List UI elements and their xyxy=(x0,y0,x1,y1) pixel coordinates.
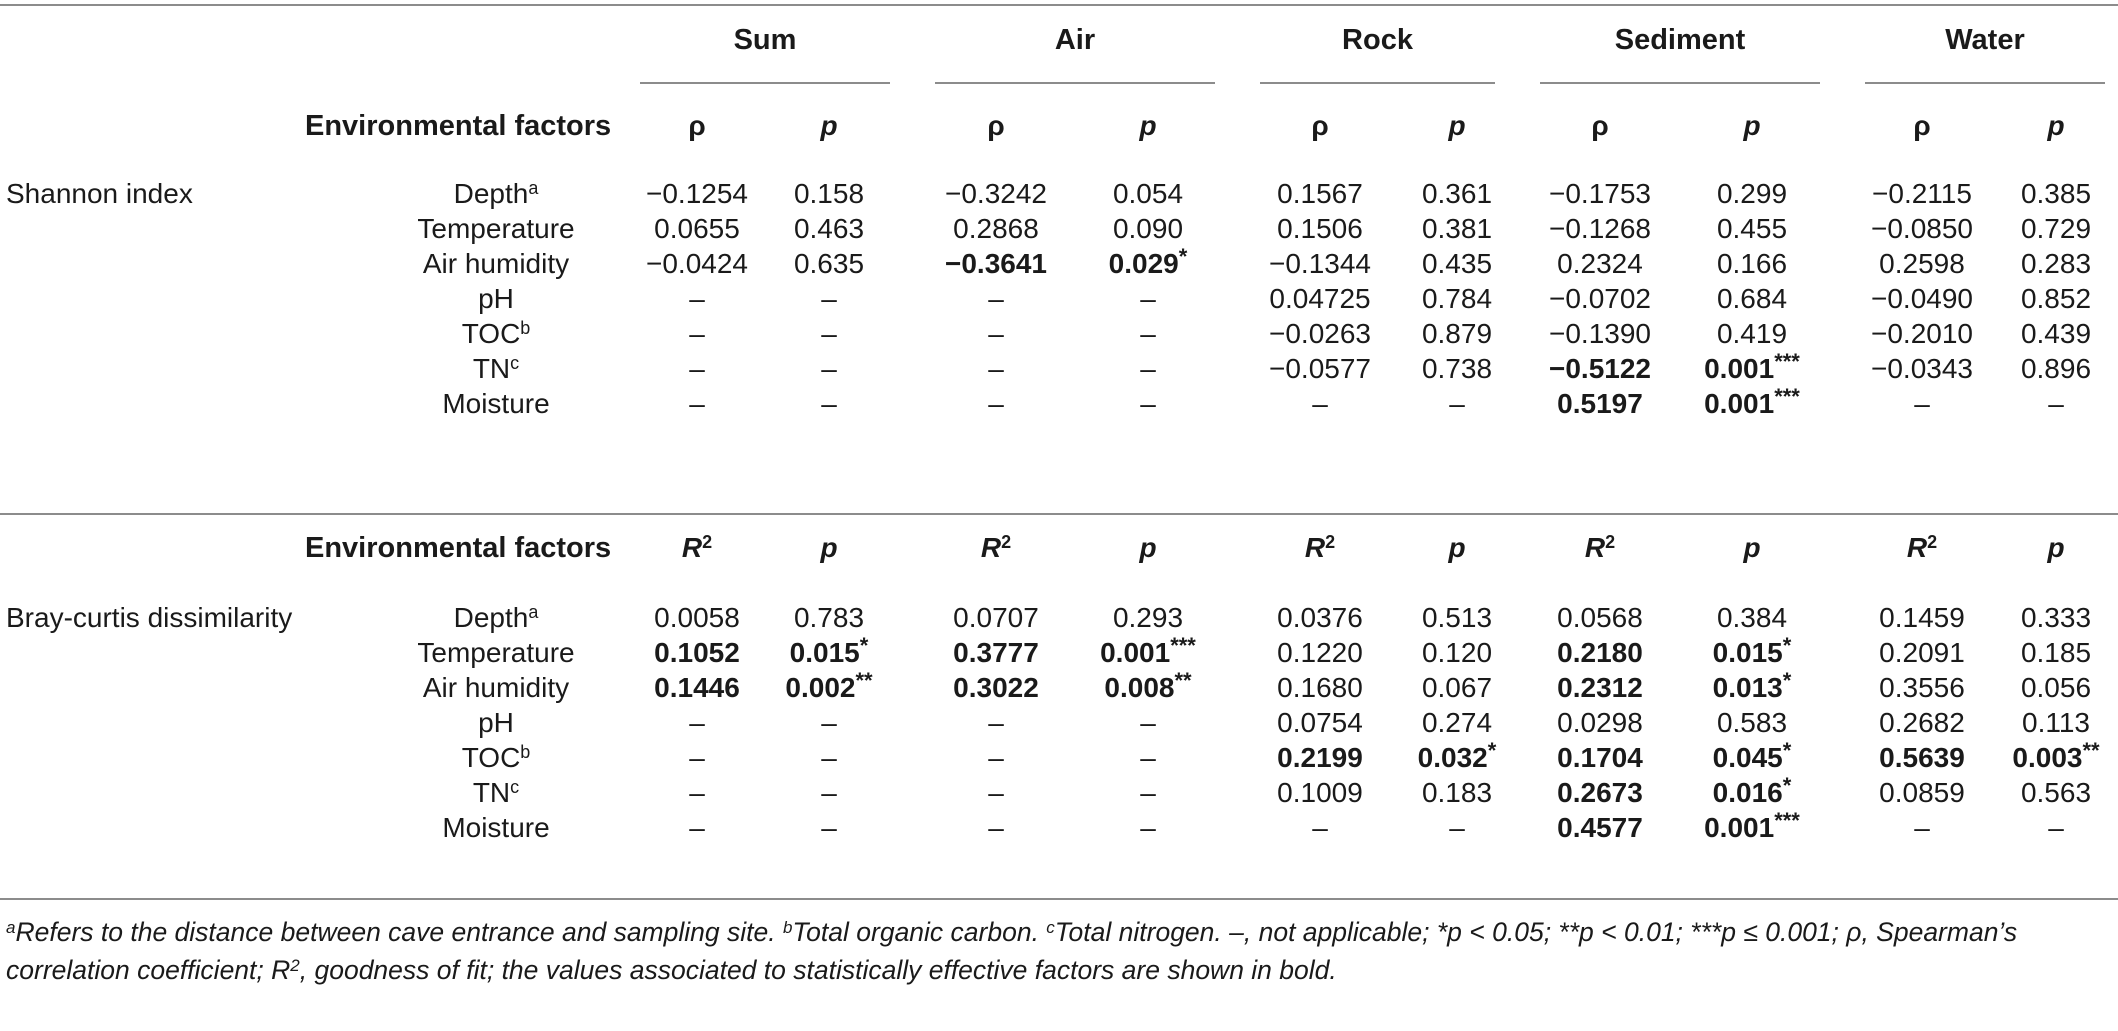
stat-header-text: R xyxy=(1304,532,1326,563)
stat-header-text: ρ xyxy=(688,110,706,141)
cell-value: 0.090 xyxy=(1112,213,1184,244)
factor-name: pH xyxy=(478,283,514,314)
cell-value: 0.385 xyxy=(2020,178,2092,209)
cell-value: 0.0859 xyxy=(1879,777,1965,808)
footnote-r-squared-sup: 2 xyxy=(290,956,300,975)
significance-stars: * xyxy=(1782,633,1792,658)
cell-value: – xyxy=(689,777,705,808)
table-cell xyxy=(2001,806,2111,850)
cell-value: 0.029 xyxy=(1108,248,1179,279)
factor-name: Depth xyxy=(453,178,529,209)
factor-footnote-marker: b xyxy=(520,318,531,338)
cell-value: −0.5122 xyxy=(1549,353,1651,384)
stat-header-text: p xyxy=(1743,110,1761,141)
p-value-header xyxy=(1407,526,1507,570)
cell-value: 0.896 xyxy=(2020,353,2092,384)
table-footnote xyxy=(6,913,2106,989)
cell-value: 0.032 xyxy=(1417,742,1488,773)
footnote-marker-b: b xyxy=(782,918,793,937)
stat-header-text: R xyxy=(1584,532,1606,563)
p-value-header xyxy=(1667,104,1837,148)
rho-header xyxy=(1832,104,2012,148)
table-cell xyxy=(906,382,1086,426)
cell-value: 0.361 xyxy=(1421,178,1493,209)
r-squared-header xyxy=(612,526,782,570)
stat-header-text: p xyxy=(1139,532,1157,563)
cell-value: 0.3556 xyxy=(1879,672,1965,703)
cell-value: 0.001 xyxy=(1100,637,1171,668)
cell-value: 0.008 xyxy=(1104,672,1175,703)
cell-value: 0.002 xyxy=(785,672,856,703)
cell-value: −0.0577 xyxy=(1269,353,1371,384)
cell-value: 0.784 xyxy=(1421,283,1493,314)
factor-name: Depth xyxy=(453,602,529,633)
factor-name: Air humidity xyxy=(422,248,570,279)
cell-value: 0.001 xyxy=(1704,388,1775,419)
cell-value: −0.1268 xyxy=(1549,213,1651,244)
cell-value: 0.067 xyxy=(1421,672,1493,703)
footnote-marker-a: a xyxy=(6,918,16,937)
r-squared-sup: 2 xyxy=(1001,532,1012,552)
group-header-rock: Rock xyxy=(1342,24,1413,56)
significance-stars: *** xyxy=(1170,633,1196,658)
p-value-header xyxy=(2001,526,2111,570)
cell-value: – xyxy=(988,318,1004,349)
cell-value: 0.016 xyxy=(1712,777,1783,808)
cell-value: 0.419 xyxy=(1716,318,1788,349)
cell-value: 0.166 xyxy=(1716,248,1788,279)
cell-value: – xyxy=(1914,388,1930,419)
cell-value: 0.513 xyxy=(1421,602,1493,633)
group-rule-sum xyxy=(640,82,890,84)
cell-value: 0.015 xyxy=(789,637,860,668)
cell-value: 0.2324 xyxy=(1557,248,1643,279)
cell-value: 0.435 xyxy=(1421,248,1493,279)
cell-value: – xyxy=(1140,283,1156,314)
section-divider xyxy=(0,513,2118,515)
cell-value: – xyxy=(689,707,705,738)
r-squared-sup: 2 xyxy=(1605,532,1616,552)
table-cell xyxy=(1230,806,1410,850)
significance-stars: * xyxy=(859,633,869,658)
cell-value: 0.381 xyxy=(1421,213,1493,244)
stat-header-text: p xyxy=(2047,532,2065,563)
cell-value: −0.1254 xyxy=(646,178,748,209)
cell-value: – xyxy=(2048,812,2064,843)
cell-value: −0.0702 xyxy=(1549,283,1651,314)
cell-value: 0.293 xyxy=(1112,602,1184,633)
p-value-header xyxy=(1407,104,1507,148)
factor-name: Temperature xyxy=(417,637,575,668)
cell-value: – xyxy=(1140,742,1156,773)
cell-value: – xyxy=(689,283,705,314)
cell-value: 0.158 xyxy=(793,178,865,209)
r-squared-sup: 2 xyxy=(702,532,713,552)
factor-footnote-marker: c xyxy=(510,353,520,373)
p-value-header xyxy=(1068,104,1228,148)
group-header-water: Water xyxy=(1945,24,2025,56)
cell-value: – xyxy=(821,777,837,808)
cell-value: 0.1704 xyxy=(1557,742,1643,773)
cell-value: −0.0424 xyxy=(646,248,748,279)
table-cell xyxy=(1832,382,2012,426)
cell-value: – xyxy=(689,742,705,773)
factor-label xyxy=(346,382,646,426)
cell-value: – xyxy=(1140,318,1156,349)
cell-value: 0.013 xyxy=(1712,672,1783,703)
cell-value: – xyxy=(1914,812,1930,843)
factor-name: Air humidity xyxy=(422,672,570,703)
r-squared-header xyxy=(1510,526,1690,570)
stat-header-text: p xyxy=(820,110,838,141)
cell-value: 0.5639 xyxy=(1879,742,1965,773)
cell-value: −0.1753 xyxy=(1549,178,1651,209)
table-cell xyxy=(906,806,1086,850)
cell-value: – xyxy=(689,388,705,419)
significance-stars: *** xyxy=(1774,349,1800,374)
factor-footnote-marker: c xyxy=(510,777,520,797)
cell-value: – xyxy=(1312,812,1328,843)
cell-value: 0.120 xyxy=(1421,637,1493,668)
p-value-header xyxy=(1667,526,1837,570)
cell-value: −0.0343 xyxy=(1871,353,1973,384)
cell-value: 0.283 xyxy=(2020,248,2092,279)
cell-value: – xyxy=(1312,388,1328,419)
cell-value: 0.463 xyxy=(793,213,865,244)
r-squared-header xyxy=(1832,526,2012,570)
cell-value: 0.0058 xyxy=(654,602,740,633)
cell-value: 0.054 xyxy=(1112,178,1184,209)
cell-value: 0.2682 xyxy=(1879,707,1965,738)
cell-value: 0.113 xyxy=(2022,707,2090,738)
cell-value: – xyxy=(821,388,837,419)
table-cell xyxy=(1230,382,1410,426)
cell-value: 0.783 xyxy=(793,602,865,633)
cell-value: 0.333 xyxy=(2020,602,2092,633)
rho-header xyxy=(1510,104,1690,148)
cell-value: 0.583 xyxy=(1716,707,1788,738)
stat-header-text: R xyxy=(980,532,1002,563)
cell-value: 0.0568 xyxy=(1557,602,1643,633)
significance-stars: ** xyxy=(2082,738,2100,763)
significance-stars: *** xyxy=(1774,808,1800,833)
cell-value: – xyxy=(821,283,837,314)
cell-value: 0.274 xyxy=(1421,707,1493,738)
cell-value: 0.684 xyxy=(1716,283,1788,314)
cell-value: 0.879 xyxy=(1421,318,1493,349)
table-cell xyxy=(1667,382,1837,426)
cell-value: 0.2868 xyxy=(953,213,1039,244)
cell-value: 0.003 xyxy=(2012,742,2083,773)
footnote-text-c: Total nitrogen. –, not applicable; *p < 0.05; **p < 0.01; ***p ≤ 0.001; ρ, Spearman’s correlation coefficient; R xyxy=(6,917,2018,985)
cell-value: 0.0655 xyxy=(654,213,740,244)
cell-value: 0.1459 xyxy=(1879,602,1965,633)
table-cell xyxy=(1407,806,1507,850)
group-rule-water xyxy=(1865,82,2105,84)
factor-name: Moisture xyxy=(442,812,550,843)
group-header-air: Air xyxy=(1054,24,1096,56)
cell-value: −0.1344 xyxy=(1269,248,1371,279)
cell-value: – xyxy=(1449,388,1465,419)
cell-value: 0.2312 xyxy=(1557,672,1643,703)
table-cell xyxy=(612,382,782,426)
cell-value: 0.2673 xyxy=(1557,777,1643,808)
cell-value: 0.2199 xyxy=(1277,742,1363,773)
cell-value: 0.1446 xyxy=(654,672,740,703)
group-header-sediment: Sediment xyxy=(1614,24,1746,56)
cell-value: – xyxy=(1140,777,1156,808)
cell-value: – xyxy=(821,353,837,384)
r-squared-sup: 2 xyxy=(1325,532,1336,552)
cell-value: 0.185 xyxy=(2020,637,2092,668)
table-cell xyxy=(1407,382,1507,426)
factor-label xyxy=(346,806,646,850)
cell-value: 0.0298 xyxy=(1557,707,1643,738)
factor-name: TOC xyxy=(461,742,521,773)
cell-value: – xyxy=(1449,812,1465,843)
cell-value: 0.384 xyxy=(1716,602,1788,633)
stat-header-text: p xyxy=(1448,110,1466,141)
table-cell xyxy=(769,382,889,426)
significance-stars: * xyxy=(1487,738,1497,763)
cell-value: – xyxy=(988,353,1004,384)
significance-stars: * xyxy=(1782,738,1792,763)
stat-header-text: p xyxy=(1743,532,1761,563)
factor-footnote-marker: b xyxy=(520,742,531,762)
cell-value: −0.0490 xyxy=(1871,283,1973,314)
cell-value: – xyxy=(1140,812,1156,843)
cell-value: 0.2598 xyxy=(1879,248,1965,279)
footnote-text-a: Refers to the distance between cave entrance and sampling site. xyxy=(15,917,783,947)
cell-value: – xyxy=(689,812,705,843)
table-cell xyxy=(1832,806,2012,850)
stat-header-text: p xyxy=(1448,532,1466,563)
p-value-header xyxy=(2001,104,2111,148)
cell-value: 0.1220 xyxy=(1277,637,1363,668)
cell-value: – xyxy=(821,707,837,738)
cell-value: 0.001 xyxy=(1704,812,1775,843)
stat-header-text: ρ xyxy=(1311,110,1329,141)
cell-value: −0.1390 xyxy=(1549,318,1651,349)
stat-header-text: p xyxy=(2047,110,2065,141)
factor-name: TOC xyxy=(461,318,521,349)
cell-value: 0.056 xyxy=(2020,672,2092,703)
cell-value: – xyxy=(988,707,1004,738)
table-cell xyxy=(1068,382,1228,426)
factor-name: Temperature xyxy=(417,213,575,244)
env-factors-header: Environmental factors xyxy=(305,532,612,564)
cell-value: – xyxy=(1140,707,1156,738)
r-squared-header xyxy=(1230,526,1410,570)
table-cell xyxy=(769,806,889,850)
footnote-marker-c: c xyxy=(1046,918,1055,937)
footnote-text-end: , goodness of fit; the values associated to statistically effective factors are shown in bold. xyxy=(299,955,1337,985)
cell-value: 0.299 xyxy=(1716,178,1788,209)
cell-value: 0.738 xyxy=(1421,353,1493,384)
cell-value: 0.1052 xyxy=(654,637,740,668)
cell-value: 0.455 xyxy=(1716,213,1788,244)
significance-stars: * xyxy=(1782,668,1792,693)
rho-header xyxy=(612,104,782,148)
cell-value: – xyxy=(821,742,837,773)
cell-value: 0.0707 xyxy=(953,602,1039,633)
rho-header xyxy=(1230,104,1410,148)
factor-footnote-marker: a xyxy=(528,178,539,198)
cell-value: 0.3022 xyxy=(953,672,1039,703)
cell-value: – xyxy=(1140,353,1156,384)
cell-value: 0.045 xyxy=(1712,742,1783,773)
factor-name: Moisture xyxy=(442,388,550,419)
group-rule-air xyxy=(935,82,1215,84)
cell-value: – xyxy=(988,388,1004,419)
stat-header-text: ρ xyxy=(1591,110,1609,141)
cell-value: 0.439 xyxy=(2020,318,2092,349)
top-rule xyxy=(0,4,2118,6)
cell-value: 0.183 xyxy=(1421,777,1493,808)
cell-value: – xyxy=(821,318,837,349)
factor-name: TN xyxy=(472,777,511,808)
cell-value: 0.729 xyxy=(2020,213,2092,244)
cell-value: 0.04725 xyxy=(1269,283,1371,314)
group-rule-sediment xyxy=(1540,82,1820,84)
cell-value: 0.015 xyxy=(1712,637,1783,668)
rho-header xyxy=(906,104,1086,148)
cell-value: 0.635 xyxy=(793,248,865,279)
cell-value: 0.2180 xyxy=(1557,637,1643,668)
significance-stars: ** xyxy=(855,668,873,693)
cell-value: −0.0850 xyxy=(1871,213,1973,244)
cell-value: – xyxy=(988,742,1004,773)
row-label: Shannon index xyxy=(6,178,193,209)
cell-value: – xyxy=(1140,388,1156,419)
cell-value: – xyxy=(988,777,1004,808)
cell-value: −0.3641 xyxy=(945,248,1047,279)
r-squared-header xyxy=(906,526,1086,570)
cell-value: −0.2010 xyxy=(1871,318,1973,349)
cell-value: 0.1506 xyxy=(1277,213,1363,244)
cell-value: 0.001 xyxy=(1704,353,1775,384)
stat-header-text: p xyxy=(820,532,838,563)
factor-name: pH xyxy=(478,707,514,738)
significance-stars: * xyxy=(1178,244,1188,269)
table-cell xyxy=(1068,806,1228,850)
row-label: Bray-curtis dissimilarity xyxy=(6,602,293,633)
cell-value: 0.3777 xyxy=(953,637,1039,668)
cell-value: 0.0376 xyxy=(1277,602,1363,633)
cell-value: – xyxy=(988,812,1004,843)
p-value-header xyxy=(769,104,889,148)
cell-value: 0.1567 xyxy=(1277,178,1363,209)
table-cell xyxy=(1510,806,1690,850)
stat-header-text: ρ xyxy=(987,110,1005,141)
cell-value: 0.5197 xyxy=(1557,388,1643,419)
factor-name: TN xyxy=(472,353,511,384)
table-cell xyxy=(1510,382,1690,426)
cell-value: 0.1680 xyxy=(1277,672,1363,703)
footnote-text-b: Total organic carbon. xyxy=(792,917,1047,947)
cell-value: −0.2115 xyxy=(1872,178,1972,209)
cell-value: −0.0263 xyxy=(1269,318,1371,349)
group-header-sum: Sum xyxy=(733,24,797,56)
stat-header-text: R xyxy=(681,532,703,563)
stat-header-text: ρ xyxy=(1913,110,1931,141)
table-cell xyxy=(1667,806,1837,850)
r-squared-sup: 2 xyxy=(1927,532,1938,552)
p-value-header xyxy=(1068,526,1228,570)
p-value-header xyxy=(769,526,889,570)
stat-header-text: p xyxy=(1139,110,1157,141)
cell-value: 0.4577 xyxy=(1557,812,1643,843)
significance-stars: ** xyxy=(1174,668,1192,693)
table-cell xyxy=(612,806,782,850)
significance-stars: *** xyxy=(1774,384,1800,409)
table-cell xyxy=(2001,382,2111,426)
cell-value: 0.563 xyxy=(2020,777,2092,808)
cell-value: – xyxy=(2048,388,2064,419)
stat-header-text: R xyxy=(1906,532,1928,563)
cell-value: 0.2091 xyxy=(1879,637,1965,668)
cell-value: – xyxy=(821,812,837,843)
factor-footnote-marker: a xyxy=(528,602,539,622)
cell-value: 0.852 xyxy=(2020,283,2092,314)
significance-stars: * xyxy=(1782,773,1792,798)
cell-value: −0.3242 xyxy=(945,178,1047,209)
cell-value: – xyxy=(689,318,705,349)
cell-value: 0.0754 xyxy=(1277,707,1363,738)
bottom-rule xyxy=(0,898,2118,900)
group-rule-rock xyxy=(1260,82,1495,84)
cell-value: – xyxy=(689,353,705,384)
cell-value: 0.1009 xyxy=(1277,777,1363,808)
env-factors-header: Environmental factors xyxy=(305,110,612,142)
cell-value: – xyxy=(988,283,1004,314)
